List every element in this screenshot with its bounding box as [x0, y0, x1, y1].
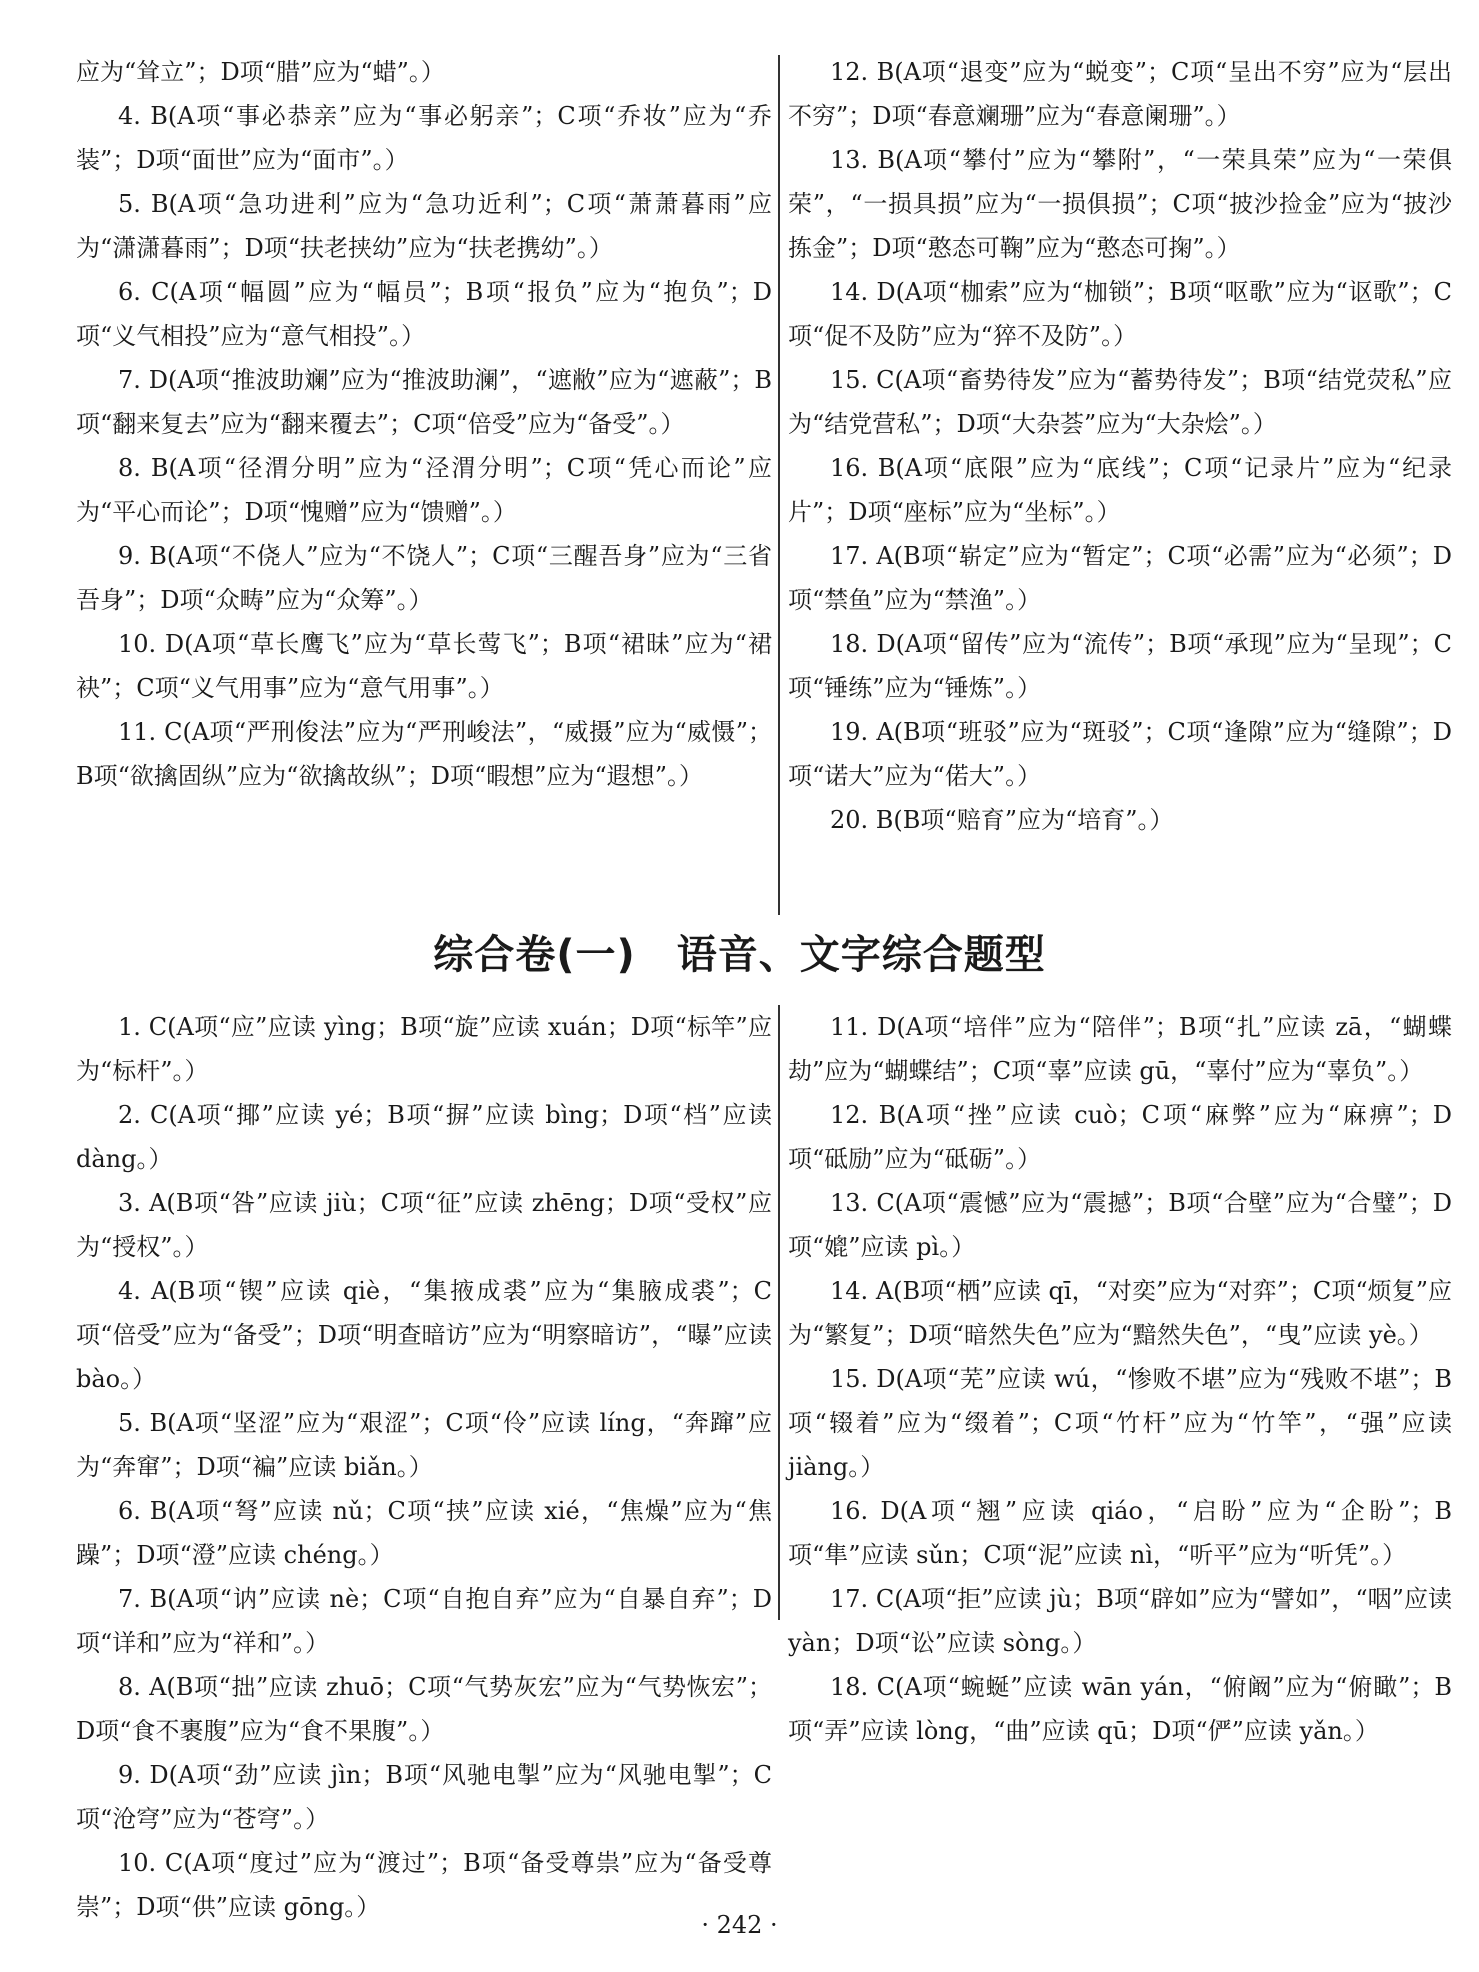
answer-item: 16. B(A项“底限”应为“底线”；C项“记录片”应为“纪录片”；D项“座标”应为“坐标”。）: [788, 454, 1452, 526]
answer-item: 13. B(A项“攀付”应为“攀附”，“一荣具荣”应为“一荣俱荣”，“一损具损”应为“一损俱损”；C项“披沙捡金”应为“披沙拣金”；D项“憨态可鞠”应为“憨态可掬”。）: [788, 146, 1452, 262]
answer-item: 17. A(B项“崭定”应为“暂定”；C项“必需”应为“必须”；D项“禁鱼”应为“禁渔”。）: [788, 542, 1452, 614]
answer-item: 5. B(A项“坚涩”应为“艰涩”；C项“伶”应读 líng，“奔蹿”应为“奔窜”；D项“褊”应读 biǎn。）: [76, 1409, 772, 1481]
answer-item: 6. B(A项“弩”应读 nǔ；C项“挟”应读 xié，“焦燥”应为“焦躁”；D项“澄”应读 chéng。）: [76, 1497, 772, 1569]
column-divider-top: [778, 55, 780, 915]
bottom-left-column: [76, 1005, 772, 1929]
answer-item: 应为“耸立”；D项“腊”应为“蜡”。）: [76, 58, 445, 86]
answer-item: 11. C(A项“严刑俊法”应为“严刑峻法”，“威摄”应为“威慑”；B项“欲擒固纵”应为“欲擒故纵”；D项“暇想”应为“遐想”。）: [76, 718, 772, 790]
answer-item: 17. C(A项“拒”应读 jù；B项“辟如”应为“譬如”，“咽”应读 yàn；D项“讼”应读 sòng。）: [788, 1585, 1452, 1657]
answer-item: 9. D(A项“劲”应读 jìn；B项“风驰电掣”应为“风驰电掣”；C项“沧穹”应为“苍穹”。）: [76, 1761, 772, 1833]
answer-item: 1. C(A项“应”应读 yìng；B项“旋”应读 xuán；D项“标竿”应为“标杆”。）: [76, 1013, 772, 1085]
answer-item: 13. C(A项“震憾”应为“震撼”；B项“合壁”应为“合璧”；D项“媲”应读 pì。）: [788, 1189, 1452, 1261]
answer-item: 7. B(A项“讷”应读 nè；C项“自抱自弃”应为“自暴自弃”；D项“详和”应为“祥和”。）: [76, 1585, 772, 1657]
answer-item: 8. B(A项“径渭分明”应为“泾渭分明”；C项“凭心而论”应为“平心而论”；D项“愧赠”应为“馈赠”。）: [76, 454, 772, 526]
answer-item: 12. B(A项“退变”应为“蜕变”；C项“呈出不穷”应为“层出不穷”；D项“春意斓珊”应为“春意阑珊”。）: [788, 58, 1452, 130]
answer-item: 18. D(A项“留传”应为“流传”；B项“承现”应为“呈现”；C项“锤练”应为“锤炼”。）: [788, 630, 1452, 702]
section-title: 综合卷(一) 语音、文字综合题型: [433, 932, 1046, 978]
answer-item: 4. B(A项“事必恭亲”应为“事必躬亲”；C项“乔妆”应为“乔装”；D项“面世”应为“面市”。）: [76, 102, 772, 174]
answer-item: 19. A(B项“班驳”应为“斑驳”；C项“逢隙”应为“缝隙”；D项“诺大”应为“偌大”。）: [788, 718, 1452, 790]
answer-item: 10. C(A项“度过”应为“渡过”；B项“备受尊祟”应为“备受尊崇”；D项“供”应读 gōng。）: [76, 1849, 772, 1921]
answer-item: 16. D(A项“翘”应读 qiáo，“启盼”应为“企盼”；B项“隼”应读 sǔn；C项“泥”应读 nì，“听平”应为“听凭”。）: [788, 1497, 1452, 1569]
answer-item: 7. D(A项“推波助斓”应为“推波助澜”，“遮敝”应为“遮蔽”；B项“翻来复去”应为“翻来覆去”；C项“倍受”应为“备受”。）: [76, 366, 772, 438]
answer-item: 20. B(B项“赔育”应为“培育”。）: [830, 806, 1174, 834]
answer-item: 3. A(B项“咎”应读 jiù；C项“征”应读 zhēng；D项“受权”应为“授权”。）: [76, 1189, 772, 1261]
top-left-column: [76, 50, 772, 798]
answer-item: 15. D(A项“芜”应读 wú，“惨败不堪”应为“残败不堪”；B项“辍着”应为“缀着”；C项“竹杆”应为“竹竿”，“强”应读 jiàng。）: [788, 1365, 1452, 1481]
answer-item: 11. D(A项“培伴”应为“陪伴”；B项“扎”应读 zā，“蝴蝶劫”应为“蝴蝶结”；C项“辜”应读 gū，“辜付”应为“辜负”。）: [788, 1013, 1452, 1085]
answer-item: 10. D(A项“草长鹰飞”应为“草长莺飞”；B项“裙昧”应为“裙袂”；C项“义气用事”应为“意气用事”。）: [76, 630, 772, 702]
page-number: · 242 ·: [701, 1911, 778, 1939]
answer-item: 9. B(A项“不侥人”应为“不饶人”；C项“三醒吾身”应为“三省吾身”；D项“众畴”应为“众筹”。）: [76, 542, 772, 614]
bottom-right-column: [788, 1005, 1452, 1753]
top-right-column: [788, 50, 1452, 842]
answer-item: 14. D(A项“枷索”应为“枷锁”；B项“呕歌”应为“讴歌”；C项“促不及防”应为“猝不及防”。）: [788, 278, 1452, 350]
answer-item: 5. B(A项“急功进利”应为“急功近利”；C项“萧萧暮雨”应为“潇潇暮雨”；D项“扶老挟幼”应为“扶老携幼”。）: [76, 190, 772, 262]
answer-item: 12. B(A项“挫”应读 cuò；C项“麻弊”应为“麻痹”；D项“砥励”应为“砥砺”。）: [788, 1101, 1452, 1173]
answer-item: 2. C(A项“揶”应读 yé；B项“摒”应读 bìng；D项“档”应读 dàng。）: [76, 1101, 772, 1173]
answer-item: 4. A(B项“锲”应读 qiè，“集掖成裘”应为“集腋成裘”；C项“倍受”应为“备受”；D项“明查暗访”应为“明察暗访”，“曝”应读 bào。）: [76, 1277, 772, 1393]
answer-item: 15. C(A项“畜势待发”应为“蓄势待发”；B项“结党荧私”应为“结党营私”；D项“大杂荟”应为“大杂烩”。）: [788, 366, 1452, 438]
answer-item: 14. A(B项“栖”应读 qī，“对奕”应为“对弈”；C项“烦复”应为“繁复”；D项“暗然失色”应为“黯然失色”，“曳”应读 yè。）: [788, 1277, 1452, 1349]
answer-item: 8. A(B项“拙”应读 zhuō；C项“气势灰宏”应为“气势恢宏”；D项“食不裹腹”应为“食不果腹”。）: [76, 1673, 772, 1745]
column-divider-bottom: [778, 1005, 780, 1620]
answer-item: 6. C(A项“幅圆”应为“幅员”；B项“报负”应为“抱负”；D项“义气相投”应为“意气相投”。）: [76, 278, 772, 350]
answer-item: 18. C(A项“蜿蜒”应读 wān yán，“俯阚”应为“俯瞰”；B项“弄”应读 lòng，“曲”应读 qū；D项“俨”应读 yǎn。）: [788, 1673, 1452, 1745]
